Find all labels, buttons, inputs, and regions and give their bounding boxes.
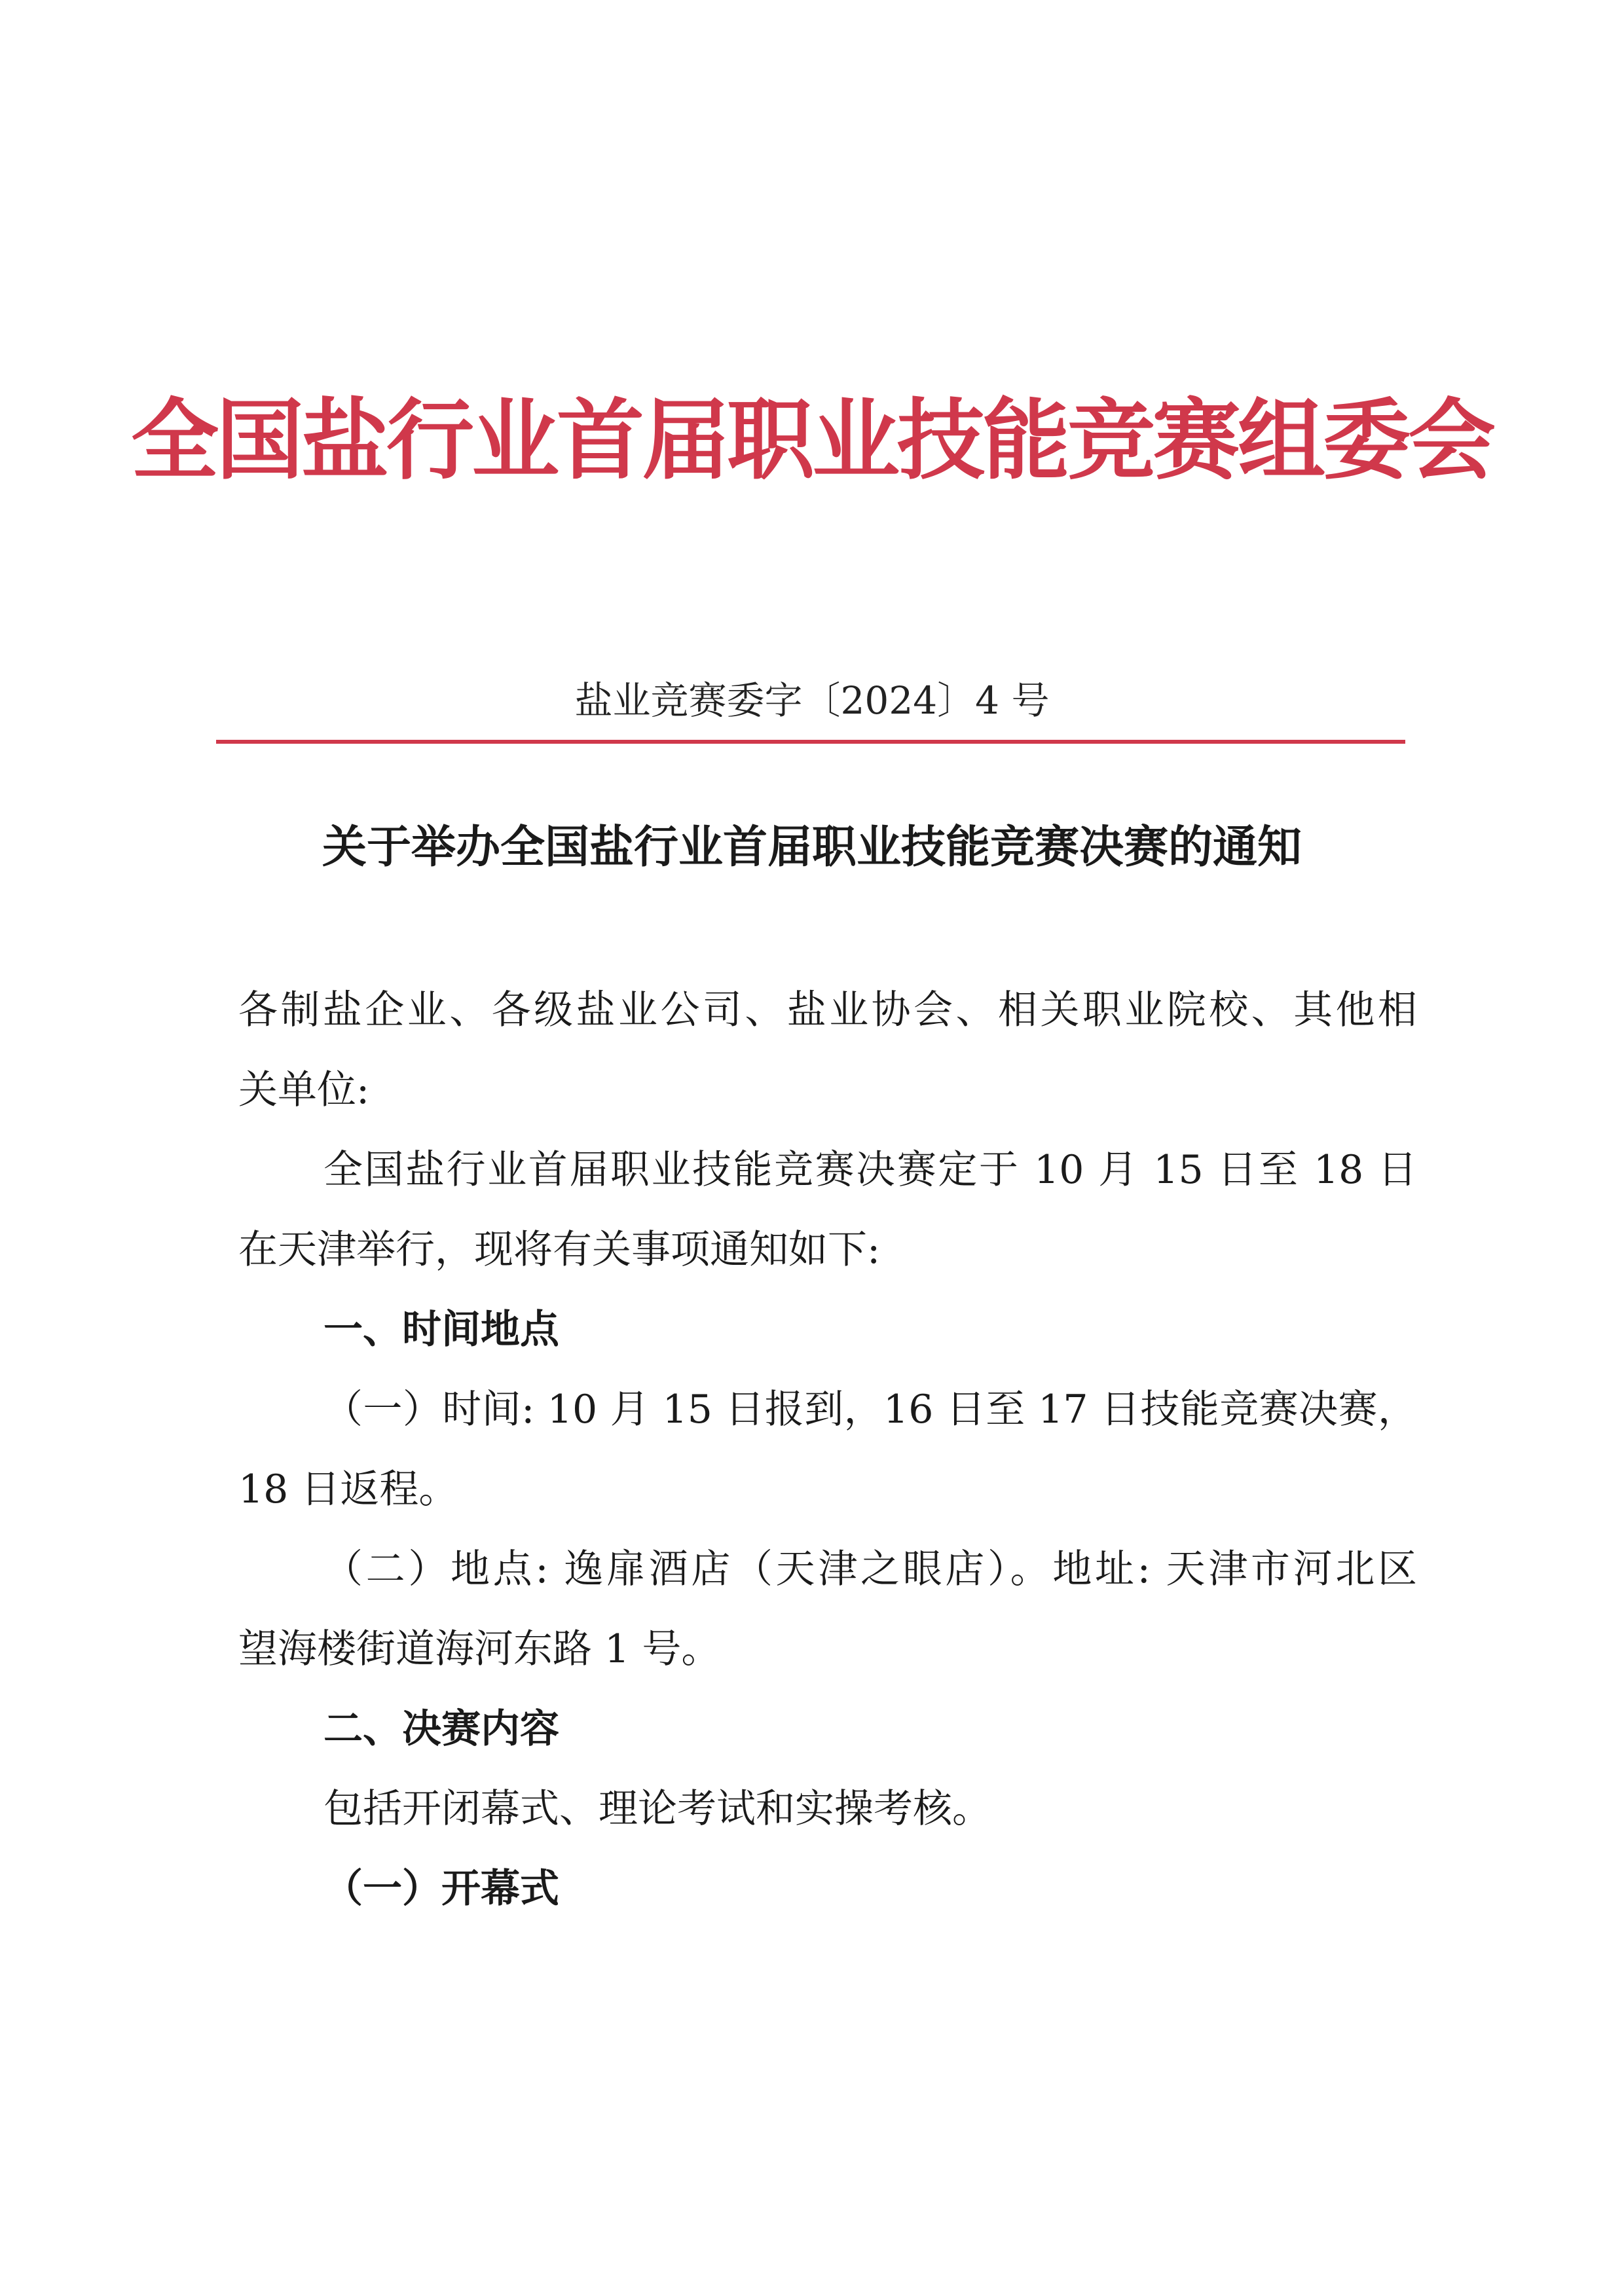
intro-paragraph-line: 在天津举行，现将有关事项通知如下: (238, 1227, 881, 1273)
section-heading-time-place: 一、时间地点 (323, 1307, 559, 1353)
content-paragraph-line: 包括开闭幕式、理论考试和实操考核。 (323, 1786, 991, 1832)
time-paragraph-line: 18 日返程。 (238, 1467, 458, 1512)
document-body (238, 0, 1417, 2296)
issuing-organization-header: 全国盐行业首届职业技能竞赛组委会 (130, 390, 1493, 492)
place-paragraph-line: （二）地点: 逸扉酒店（天津之眼店）。地址: 天津市河北区 (323, 1546, 1417, 1592)
document-title: 关于举办全国盐行业首届职业技能竞赛决赛的通知 (322, 822, 1302, 873)
addressee-line: 各制盐企业、各级盐业公司、盐业协会、相关职业院校、其他相 (238, 987, 1417, 1033)
subsection-heading-opening: （一）开幕式 (323, 1866, 559, 1912)
addressee-line: 关单位: (238, 1067, 370, 1113)
time-paragraph-line: （一）时间: 10 月 15 日报到，16 日至 17 日技能竞赛决赛， (323, 1387, 1417, 1432)
place-paragraph-line: 望海楼街道海河东路 1 号。 (238, 1626, 721, 1672)
document-number: 盐业竞赛委字〔2024〕4 号 (574, 678, 1050, 723)
intro-paragraph-line: 全国盐行业首届职业技能竞赛决赛定于 10 月 15 日至 18 日 (323, 1147, 1417, 1193)
section-heading-final-content: 二、决赛内容 (323, 1706, 559, 1752)
